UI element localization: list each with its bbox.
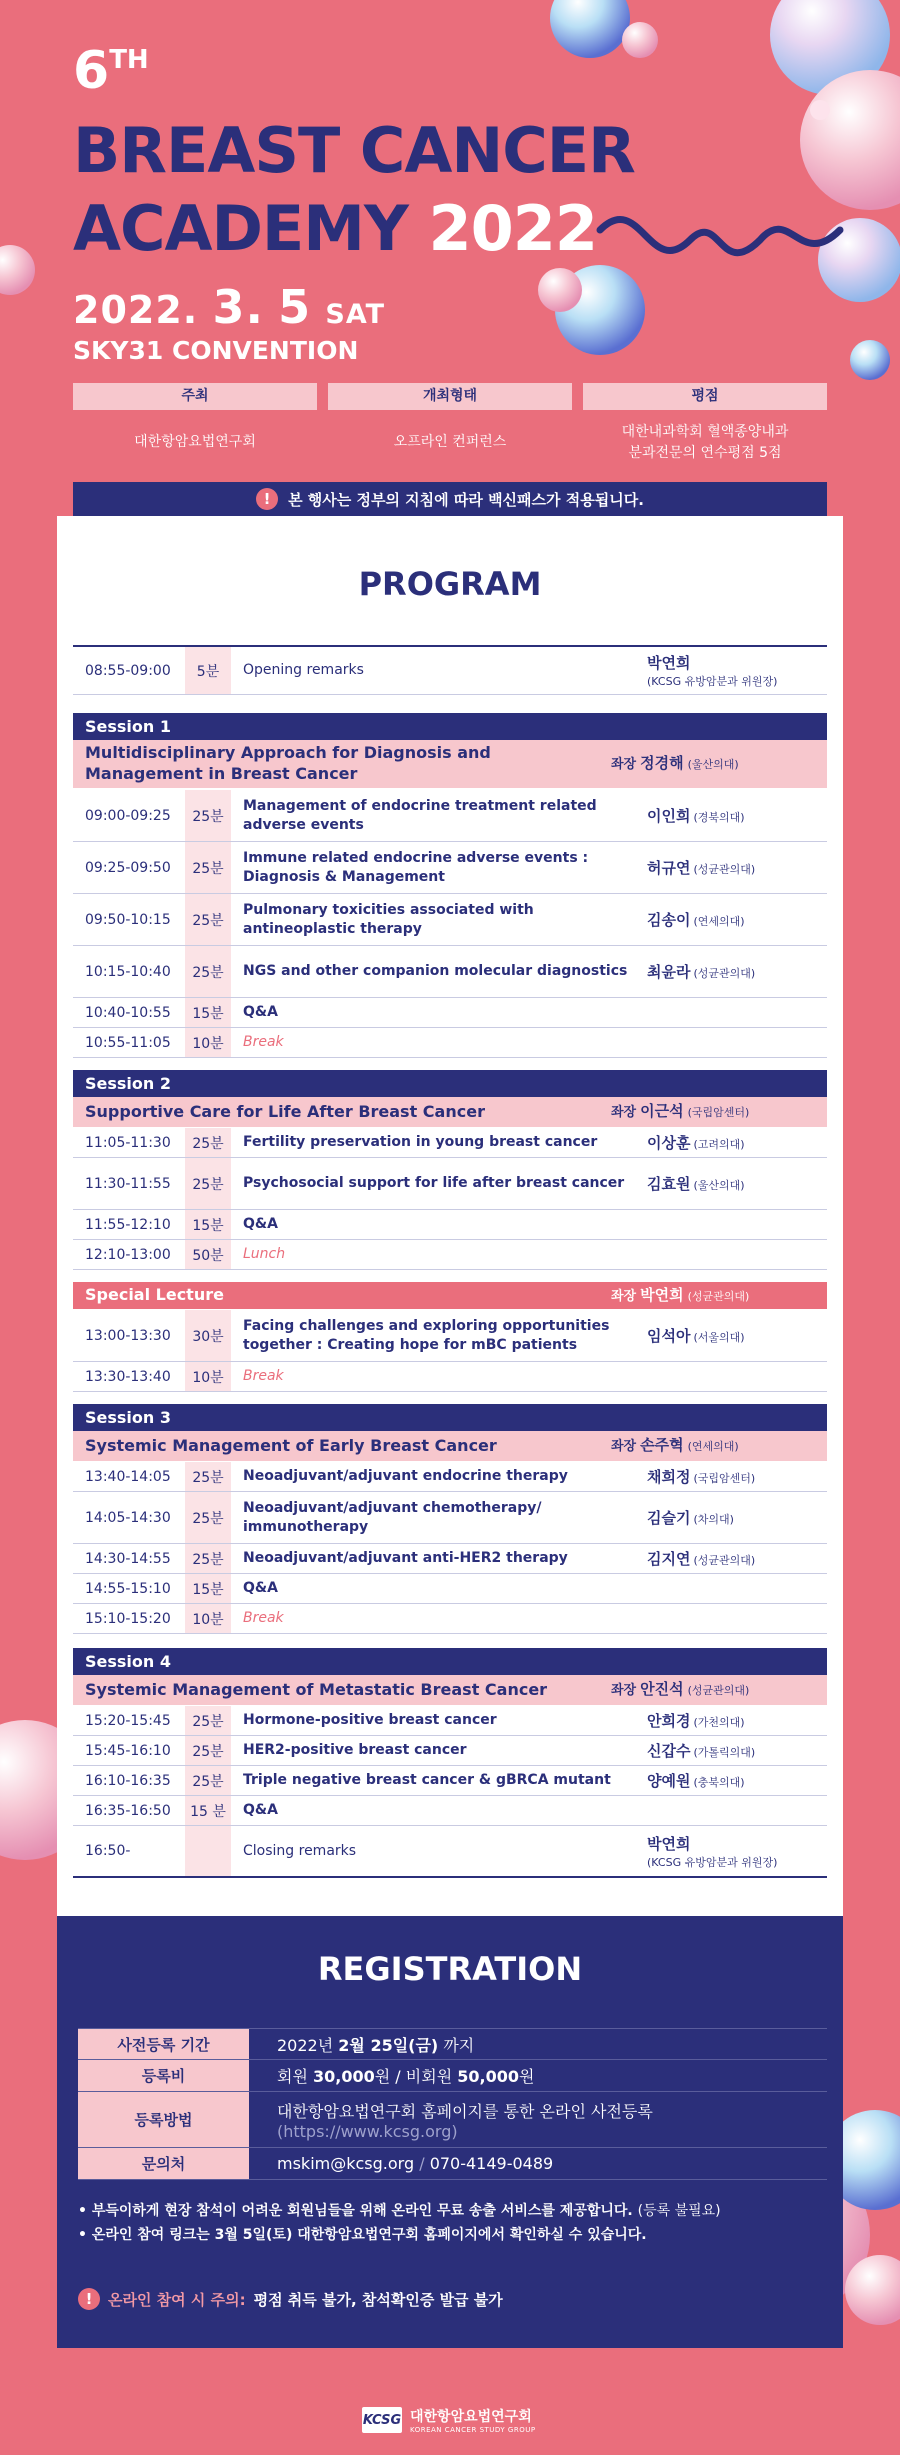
table-row: 10:15-10:40 25분 NGS and other companion molecular diagnostics 최윤라 (성균관의대) [73,946,827,998]
contact-phone[interactable]: 070-4149-0489 [429,2154,554,2173]
table-row: 13:00-13:30 30분 Facing challenges and exploring opportunities together : Creating hope for mBC patients 임석아 (서울의대) [73,1310,827,1362]
table-row: 15:10-15:20 10분 Break [73,1604,827,1634]
table-row: 09:25-09:50 25분 Immune related endocrine adverse events : Diagnosis & Management 허규연 (성균관의대) [73,842,827,894]
session-2-header: Supportive Care for Life After Breast Cancer 좌장 이근석 (국립암센터) [73,1097,827,1127]
info-value-format: 오프라인 컨퍼런스 [393,434,507,450]
event-date: 2022. 3. 5 SAT [73,280,386,334]
ribbon-curve [600,219,840,252]
table-row: 14:05-14:30 25분 Neoadjuvant/adjuvant chemotherapy/ immunotherapy 김슬기 (차의대) [73,1492,827,1544]
session-3-label: Session 3 [73,1404,827,1431]
kcsg-logo: KCSG [362,2407,402,2433]
table-row: 13:30-13:40 10분 Break [73,1362,827,1392]
venue: SKY31 CONVENTION [73,336,359,365]
exclamation-icon: ! [78,2288,100,2310]
registration-url[interactable]: (https://www.kcsg.org) [277,2121,458,2141]
info-value-host: 대한항암요법연구회 [134,434,256,450]
registration-row-contact: 문의처 mskim@kcsg.org / 070-4149-0489 [78,2148,827,2180]
table-row: 11:30-11:55 25분 Psychosocial support for life after breast cancer 김효원 (울산의대) [73,1158,827,1210]
special-lecture-header: Special Lecture 좌장 박연희 (성균관의대) [73,1282,827,1309]
table-row: 15:20-15:45 25분 Hormone-positive breast cancer 안희경 (가천의대) [73,1706,827,1736]
title-line1: BREAST CANCER [73,114,635,187]
registration-row-method: 등록방법 대한항암요법연구회 홈페이지를 통한 온라인 사전등록 (https://www.kcsg.org) [78,2092,827,2148]
info-header-format: 개최형태 [328,383,572,410]
bubble [810,100,830,120]
table-row: 16:50- Closing remarks 박연희 (KCSG 유방암분과 위원장) [73,1826,827,1878]
table-row: 12:10-13:00 50분 Lunch [73,1240,827,1270]
title-line2: ACADEMY 2022 [73,192,598,265]
table-row: 09:00-09:25 25분 Management of endocrine treatment related adverse events 이인희 (경북의대) [73,790,827,842]
bubble [850,340,890,380]
note-bullet-1: • 부득이하게 현장 참석이 어려운 회원님들을 위해 온라인 무료 송출 서비스를 제공합니다. (등록 불필요) [78,2203,721,2219]
registration-row-fee: 등록비 회원 30,000원 / 비회원 50,000원 [78,2060,827,2092]
table-row: 10:55-11:05 10분 Break [73,1028,827,1058]
session-1-label: Session 1 [73,713,827,740]
table-row: 16:35-16:50 15 분 Q&A [73,1796,827,1826]
info-header-credits: 평점 [583,383,827,410]
table-row: 14:55-15:10 15분 Q&A [73,1574,827,1604]
session-2-label: Session 2 [73,1070,827,1097]
bubble [538,268,582,312]
program-title: PROGRAM [358,565,542,603]
table-row: 10:40-10:55 15분 Q&A [73,998,827,1028]
bubble [818,218,900,302]
table-row: 09:50-10:15 25분 Pulmonary toxicities associated with antineoplastic therapy 김송이 (연세의대) [73,894,827,946]
session-3-header: Systemic Management of Early Breast Cancer 좌장 손주혁 (연세의대) [73,1431,827,1461]
bubble [0,245,35,295]
info-header-host: 주최 [73,383,317,410]
contact-email[interactable]: mskim@kcsg.org [277,2154,415,2173]
table-row: 13:40-14:05 25분 Neoadjuvant/adjuvant endocrine therapy 채희정 (국립암센터) [73,1462,827,1492]
session-4-label: Session 4 [73,1648,827,1675]
session-1-header: Multidisciplinary Approach for Diagnosis and Management in Breast Cancer 좌장 정경해 (울산의대) [73,740,827,788]
table-row: 08:55-09:00 5분 Opening remarks 박연희 (KCSG 유방암분과 위원장) [73,645,827,695]
registration-row-period: 사전등록 기간 2022년 2월 25일(금) 까지 [78,2028,827,2060]
table-row: 15:45-16:10 25분 HER2-positive breast cancer 신갑수 (가톨릭의대) [73,1736,827,1766]
bubble [622,22,658,58]
note-bullet-2: • 온라인 참여 링크는 3월 5일(토) 대한항암요법연구회 홈페이지에서 확인하실 수 있습니다. [78,2227,647,2243]
exclamation-icon: ! [256,488,278,510]
registration-title: REGISTRATION [317,1950,583,1988]
table-row: 16:10-16:35 25분 Triple negative breast cancer & gBRCA mutant 양예원 (충북의대) [73,1766,827,1796]
online-warning: ! 온라인 참여 시 주의: 평점 취득 불가, 참석확인증 발급 불가 [78,2288,503,2310]
session-4-header: Systemic Management of Metastatic Breast Cancer 좌장 안진석 (성균관의대) [73,1675,827,1705]
info-value-credits: 대한내과학회 혈액종양내과 분과전문의 연수평점 5점 [621,423,789,461]
notice-bar: ! 본 행사는 정부의 지침에 따라 백신패스가 적용됩니다. [73,482,827,516]
bubble [550,0,630,58]
table-row: 11:05-11:30 25분 Fertility preservation in young breast cancer 이상훈 (고려의대) [73,1128,827,1158]
footer-logo: KCSG 대한항암요법연구회 KOREAN CANCER STUDY GROUP [362,2409,536,2434]
table-row: 11:55-12:10 15분 Q&A [73,1210,827,1240]
table-row: 14:30-14:55 25분 Neoadjuvant/adjuvant anti-HER2 therapy 김지연 (성균관의대) [73,1544,827,1574]
edition: 6TH [73,41,149,101]
